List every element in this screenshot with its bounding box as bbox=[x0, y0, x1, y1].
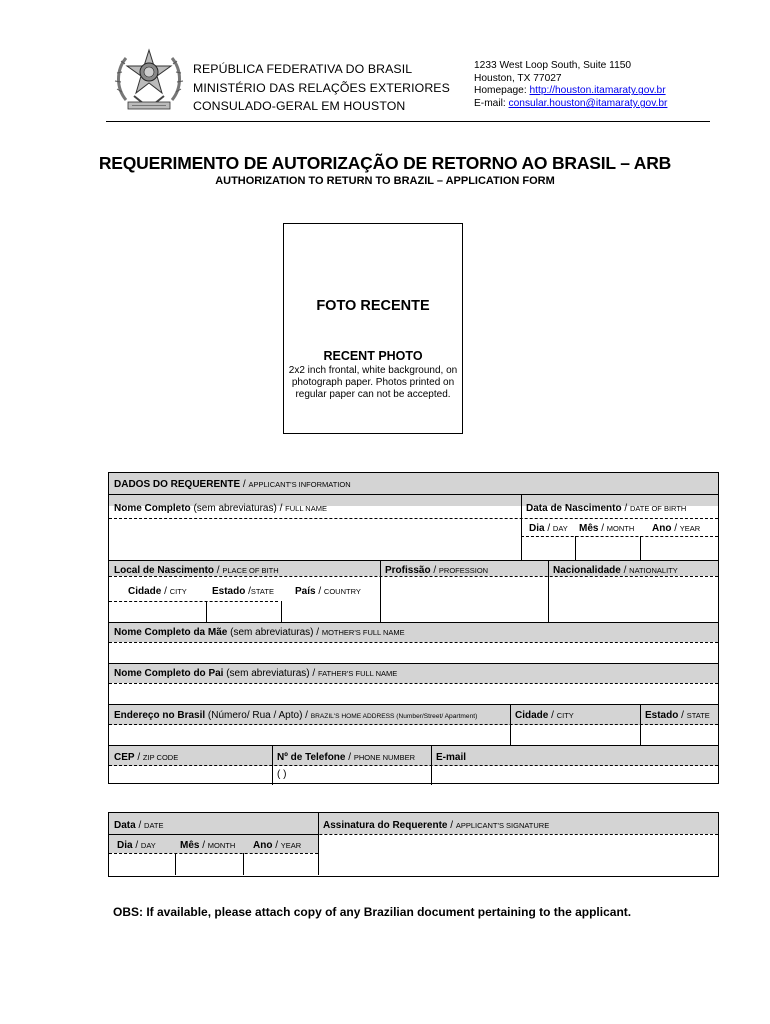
date-day-field[interactable] bbox=[110, 854, 174, 874]
mother-name-field[interactable] bbox=[110, 643, 717, 662]
dob-day-field[interactable] bbox=[522, 537, 574, 559]
section-applicant-info: DADOS DO REQUERENTE / APPLICANT'S INFORMATION bbox=[114, 479, 351, 490]
mother-name-label: Nome Completo da Mãe (sem abreviaturas) / MOTHER'S FULL NAME bbox=[114, 627, 405, 638]
birth-country-field[interactable] bbox=[282, 602, 379, 621]
father-name-field[interactable] bbox=[110, 684, 717, 703]
consulate-name: CONSULADO-GERAL EM HOUSTON bbox=[193, 99, 406, 113]
dob-year-field[interactable] bbox=[641, 537, 717, 559]
form-title: REQUERIMENTO DE AUTORIZAÇÃO DE RETORNO AO BRASIL – ARB bbox=[98, 153, 672, 173]
signature-form bbox=[108, 812, 719, 877]
address-city-label: Cidade / CITY bbox=[515, 710, 574, 721]
email-field-label: E-mail bbox=[436, 752, 467, 763]
email-link[interactable]: consular.houston@itamaraty.gov.br bbox=[508, 98, 668, 110]
dob-label: Data de Nascimento / DATE OF BIRTH bbox=[526, 503, 687, 514]
zip-field[interactable] bbox=[110, 766, 271, 783]
address-line-1: 1233 West Loop South, Suite 1150 bbox=[474, 60, 632, 71]
homepage-line bbox=[474, 85, 667, 98]
profession-field[interactable] bbox=[381, 577, 547, 621]
form-subtitle: AUTHORIZATION TO RETURN TO BRAZIL – APPLICATION FORM bbox=[215, 175, 555, 187]
address-state-label: Estado / STATE bbox=[645, 710, 710, 721]
date-year-field[interactable] bbox=[244, 854, 317, 874]
dob-day-label: Dia / DAY bbox=[529, 523, 568, 534]
address-state-field[interactable] bbox=[641, 725, 717, 744]
brazil-address-field[interactable] bbox=[110, 725, 509, 744]
ministry-name: MINISTÉRIO DAS RELAÇÕES EXTERIORES bbox=[193, 80, 450, 95]
dob-month-label: Mês / MONTH bbox=[579, 523, 635, 534]
father-name-label: Nome Completo do Pai (sem abreviaturas) / FATHER'S FULL NAME bbox=[114, 668, 398, 679]
email-field[interactable] bbox=[432, 766, 717, 783]
date-year-label: Ano / YEAR bbox=[253, 840, 302, 851]
birth-city-field[interactable] bbox=[110, 602, 205, 621]
obs-note: OBS: If available, please attach copy of any Brazilian document pertaining to the applicant. bbox=[113, 905, 632, 919]
date-day-label: Dia / DAY bbox=[117, 840, 156, 851]
signature-label: Assinatura do Requerente / APPLICANT'S SIGNATURE bbox=[323, 820, 550, 831]
nationality-field[interactable] bbox=[549, 577, 717, 621]
profession-label: Profissão / PROFESSION bbox=[385, 565, 489, 576]
applicant-form bbox=[108, 472, 719, 784]
address-city-field[interactable] bbox=[511, 725, 639, 744]
date-label: Data / DATE bbox=[114, 820, 164, 831]
nationality-label: Nacionalidade / NATIONALITY bbox=[553, 565, 678, 576]
photo-subtitle: RECENT PHOTO bbox=[323, 349, 423, 363]
consulate-contact bbox=[474, 60, 667, 111]
header-divider bbox=[106, 121, 710, 122]
date-month-field[interactable] bbox=[176, 854, 242, 874]
homepage-label: Homepage: bbox=[474, 85, 530, 97]
country-name: REPÚBLICA FEDERATIVA DO BRASIL bbox=[193, 62, 413, 76]
email-label: E-mail: bbox=[474, 98, 509, 110]
birth-state-label: Estado /STATE bbox=[212, 586, 274, 597]
birth-state-field[interactable] bbox=[207, 602, 280, 621]
photo-box[interactable] bbox=[283, 223, 463, 434]
photo-title: FOTO RECENTE bbox=[316, 298, 430, 314]
brazil-address-label: Endereço no Brasil (Número/ Rua / Apto) / BRAZIL'S HOME ADDRESS (Number/Street/ Apartment) bbox=[114, 710, 478, 721]
signature-field[interactable] bbox=[320, 836, 717, 874]
consulate-header bbox=[193, 60, 450, 116]
birthplace-label: Local de Nascimento / PLACE OF BITH bbox=[114, 565, 279, 576]
full-name-field[interactable] bbox=[110, 519, 520, 559]
dob-year-label: Ano / YEAR bbox=[652, 523, 701, 534]
email-line bbox=[474, 98, 667, 111]
zip-label: CEP / ZIP CODE bbox=[114, 752, 179, 763]
full-name-label: Nome Completo (sem abreviaturas) / FULL NAME bbox=[114, 503, 327, 514]
brazil-coat-of-arms-icon bbox=[112, 44, 186, 118]
homepage-link[interactable]: http://houston.itamaraty.gov.br bbox=[529, 85, 666, 97]
dob-month-field[interactable] bbox=[576, 537, 639, 559]
birth-country-label: País / COUNTRY bbox=[295, 586, 361, 597]
phone-label: Nº de Telefone / PHONE NUMBER bbox=[277, 752, 416, 763]
photo-instructions: 2x2 inch frontal, white background, on photograph paper. Photos printed on regular paper can not be accepted. bbox=[288, 365, 458, 400]
address-line-2: Houston, TX 77027 bbox=[474, 72, 562, 84]
phone-field[interactable]: ( ) bbox=[277, 769, 287, 780]
date-month-label: Mês / MONTH bbox=[180, 840, 236, 851]
birth-city-label: Cidade / CITY bbox=[128, 586, 187, 597]
